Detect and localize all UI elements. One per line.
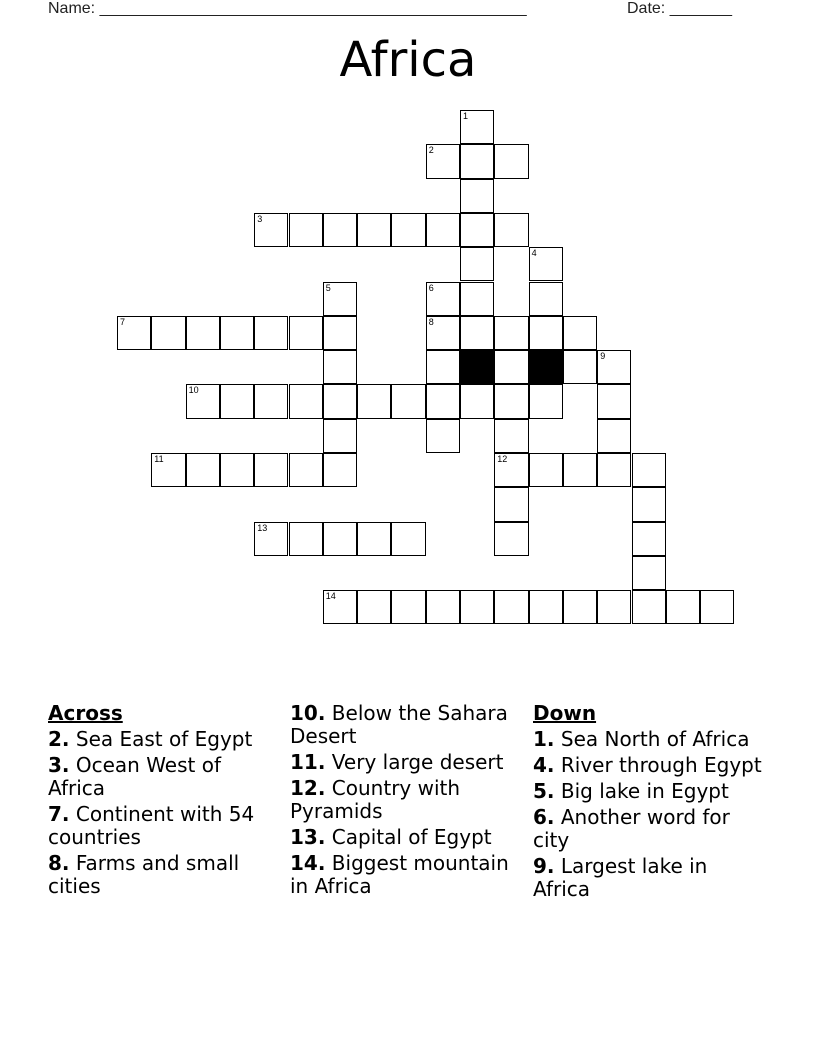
crossword-cell[interactable]: [289, 316, 323, 350]
clue-item: [290, 852, 520, 898]
crossword-cell[interactable]: [632, 556, 666, 590]
clue-item: [48, 852, 268, 898]
crossword-cell[interactable]: [563, 350, 597, 384]
crossword-cell[interactable]: [357, 384, 391, 418]
puzzle-title: Africa: [339, 32, 477, 88]
crossword-cell[interactable]: [391, 590, 425, 624]
clue-number: 7.: [48, 802, 70, 826]
black-square: [460, 350, 494, 384]
clue-text: Continent with 54 countries: [48, 802, 255, 849]
crossword-cell[interactable]: [323, 453, 357, 487]
across-heading: Across: [48, 701, 123, 725]
crossword-cell[interactable]: [289, 213, 323, 247]
clue-number: 14.: [290, 851, 326, 875]
crossword-cell[interactable]: [220, 453, 254, 487]
crossword-cell[interactable]: [632, 453, 666, 487]
crossword-cell[interactable]: [323, 419, 357, 453]
crossword-cell[interactable]: [494, 522, 528, 556]
crossword-cell[interactable]: [186, 316, 220, 350]
clue-text: Biggest mountain in Africa: [290, 851, 509, 898]
crossword-cell[interactable]: [529, 590, 563, 624]
cell-number: 1: [463, 111, 469, 121]
crossword-cell[interactable]: [254, 316, 288, 350]
crossword-cell[interactable]: [494, 350, 528, 384]
clue-item: [533, 728, 763, 751]
cell-number: 3: [257, 213, 263, 224]
crossword-cell[interactable]: [186, 384, 220, 418]
cell-number: 13: [257, 522, 268, 533]
crossword-cell[interactable]: [529, 282, 563, 316]
crossword-cell[interactable]: [220, 384, 254, 418]
crossword-cell[interactable]: [460, 247, 494, 281]
clue-number: 6.: [533, 805, 555, 829]
crossword-cell[interactable]: [494, 384, 528, 418]
crossword-cell[interactable]: [323, 213, 357, 247]
crossword-cell[interactable]: [254, 213, 288, 247]
clue-text: Below the Sahara Desert: [290, 701, 508, 748]
clue-item: [290, 702, 520, 748]
clue-number: 3.: [48, 753, 70, 777]
clue-text: Big lake in Egypt: [560, 779, 729, 803]
clue-item: [290, 751, 520, 774]
crossword-cell[interactable]: [254, 453, 288, 487]
clue-number: 8.: [48, 851, 70, 875]
crossword-cell[interactable]: [666, 590, 700, 624]
crossword-cell[interactable]: [563, 590, 597, 624]
clue-text: Sea East of Egypt: [75, 727, 253, 751]
crossword-cell[interactable]: [597, 384, 631, 418]
clue-number: 12.: [290, 776, 326, 800]
crossword-cell[interactable]: [357, 213, 391, 247]
cell-number: 2: [428, 145, 434, 156]
crossword-cell[interactable]: [151, 453, 185, 487]
crossword-cell[interactable]: [426, 384, 460, 418]
clue-item: [48, 728, 268, 751]
crossword-cell[interactable]: [632, 522, 666, 556]
crossword-cell[interactable]: [460, 316, 494, 350]
crossword-cell[interactable]: [563, 453, 597, 487]
crossword-cell[interactable]: [323, 316, 357, 350]
clue-text: Farms and small cities: [48, 851, 240, 898]
crossword-cell[interactable]: [391, 384, 425, 418]
crossword-cell[interactable]: [426, 590, 460, 624]
crossword-cell[interactable]: [460, 384, 494, 418]
down-clues-column: [533, 702, 763, 904]
crossword-cell[interactable]: [289, 522, 323, 556]
crossword-cell[interactable]: [460, 144, 494, 178]
clue-text: River through Egypt: [560, 753, 762, 777]
cell-number: 12: [497, 454, 508, 464]
clue-number: 2.: [48, 727, 70, 751]
clue-text: Another word for city: [533, 805, 730, 852]
crossword-cell[interactable]: [494, 144, 528, 178]
crossword-cell[interactable]: [529, 453, 563, 487]
clue-number: 4.: [533, 753, 555, 777]
crossword-cell[interactable]: [357, 590, 391, 624]
name-label: Name: ________________________________________________: [48, 0, 527, 17]
clue-item: [533, 855, 763, 901]
clue-text: Country with Pyramids: [290, 776, 461, 823]
down-clue-list: [533, 728, 763, 901]
crossword-cell[interactable]: [391, 522, 425, 556]
crossword-cell[interactable]: [494, 590, 528, 624]
date-label: Date: _______: [627, 0, 732, 17]
cell-number: 14: [325, 591, 336, 602]
crossword-cell[interactable]: [529, 247, 563, 281]
crossword-cell[interactable]: [323, 384, 357, 418]
crossword-cell[interactable]: [563, 316, 597, 350]
clue-number: 11.: [290, 750, 326, 774]
crossword-cell[interactable]: [494, 419, 528, 453]
crossword-cell[interactable]: [529, 384, 563, 418]
clue-number: 1.: [533, 727, 555, 751]
crossword-cell[interactable]: [426, 419, 460, 453]
crossword-cell[interactable]: [323, 522, 357, 556]
crossword-cell[interactable]: [460, 213, 494, 247]
crossword-cell[interactable]: [700, 590, 734, 624]
crossword-cell[interactable]: [357, 522, 391, 556]
cell-number: 5: [325, 282, 331, 293]
clue-item: [533, 806, 763, 852]
across-clues-column: [48, 702, 268, 901]
crossword-cell[interactable]: [426, 144, 460, 178]
clue-number: 13.: [290, 825, 326, 849]
clue-text: Capital of Egypt: [331, 825, 492, 849]
down-heading: Down: [533, 701, 597, 725]
across-clue-list: [48, 728, 268, 898]
crossword-cell[interactable]: [186, 453, 220, 487]
crossword-cell[interactable]: [597, 453, 631, 487]
crossword-cell[interactable]: [426, 282, 460, 316]
cell-number: 6: [428, 282, 434, 293]
crossword-cell[interactable]: [460, 282, 494, 316]
crossword-cell[interactable]: [323, 590, 357, 624]
crossword-cell[interactable]: [632, 487, 666, 521]
crossword-cell[interactable]: [460, 110, 494, 144]
crossword-cell[interactable]: [529, 316, 563, 350]
crossword-cell[interactable]: [323, 282, 357, 316]
crossword-cell[interactable]: [254, 384, 288, 418]
clue-item: [533, 754, 763, 777]
cell-number: 4: [531, 248, 537, 259]
crossword-cell[interactable]: [289, 384, 323, 418]
across-clue-list-continued: [290, 702, 520, 898]
crossword-cell[interactable]: [254, 522, 288, 556]
crossword-cell[interactable]: [117, 316, 151, 350]
crossword-cell[interactable]: [323, 350, 357, 384]
crossword-cell[interactable]: [494, 213, 528, 247]
crossword-cell[interactable]: [426, 316, 460, 350]
cell-number: 8: [428, 316, 434, 327]
cell-number: 10: [188, 385, 199, 396]
clue-number: 10.: [290, 701, 326, 725]
crossword-cell[interactable]: [460, 590, 494, 624]
crossword-cell[interactable]: [597, 590, 631, 624]
clue-item: [48, 803, 268, 849]
crossword-cell[interactable]: [494, 453, 528, 487]
crossword-cell[interactable]: [220, 316, 254, 350]
clue-text: Ocean West of Africa: [48, 753, 222, 800]
crossword-cell[interactable]: [460, 179, 494, 213]
clue-item: [48, 754, 268, 800]
crossword-cell[interactable]: [151, 316, 185, 350]
cell-number: 7: [120, 316, 126, 327]
clue-text: Largest lake in Africa: [533, 854, 708, 901]
black-square: [529, 350, 563, 384]
crossword-cell[interactable]: [494, 487, 528, 521]
clue-item: [290, 826, 520, 849]
crossword-cell[interactable]: [632, 590, 666, 624]
across-clues-continued-column: [290, 702, 520, 901]
clue-number: 5.: [533, 779, 555, 803]
crossword-cell[interactable]: [289, 453, 323, 487]
clue-item: [290, 777, 520, 823]
crossword-cell[interactable]: [426, 213, 460, 247]
cell-number: 9: [600, 351, 606, 362]
crossword-cell[interactable]: [597, 419, 631, 453]
crossword-cell[interactable]: [494, 316, 528, 350]
clue-item: [533, 780, 763, 803]
clue-text: Very large desert: [331, 750, 504, 774]
crossword-cell[interactable]: [426, 350, 460, 384]
crossword-cell[interactable]: [597, 350, 631, 384]
clue-text: Sea North of Africa: [560, 727, 750, 751]
clue-number: 9.: [533, 854, 555, 878]
crossword-cell[interactable]: [391, 213, 425, 247]
cell-number: 11: [154, 454, 164, 464]
